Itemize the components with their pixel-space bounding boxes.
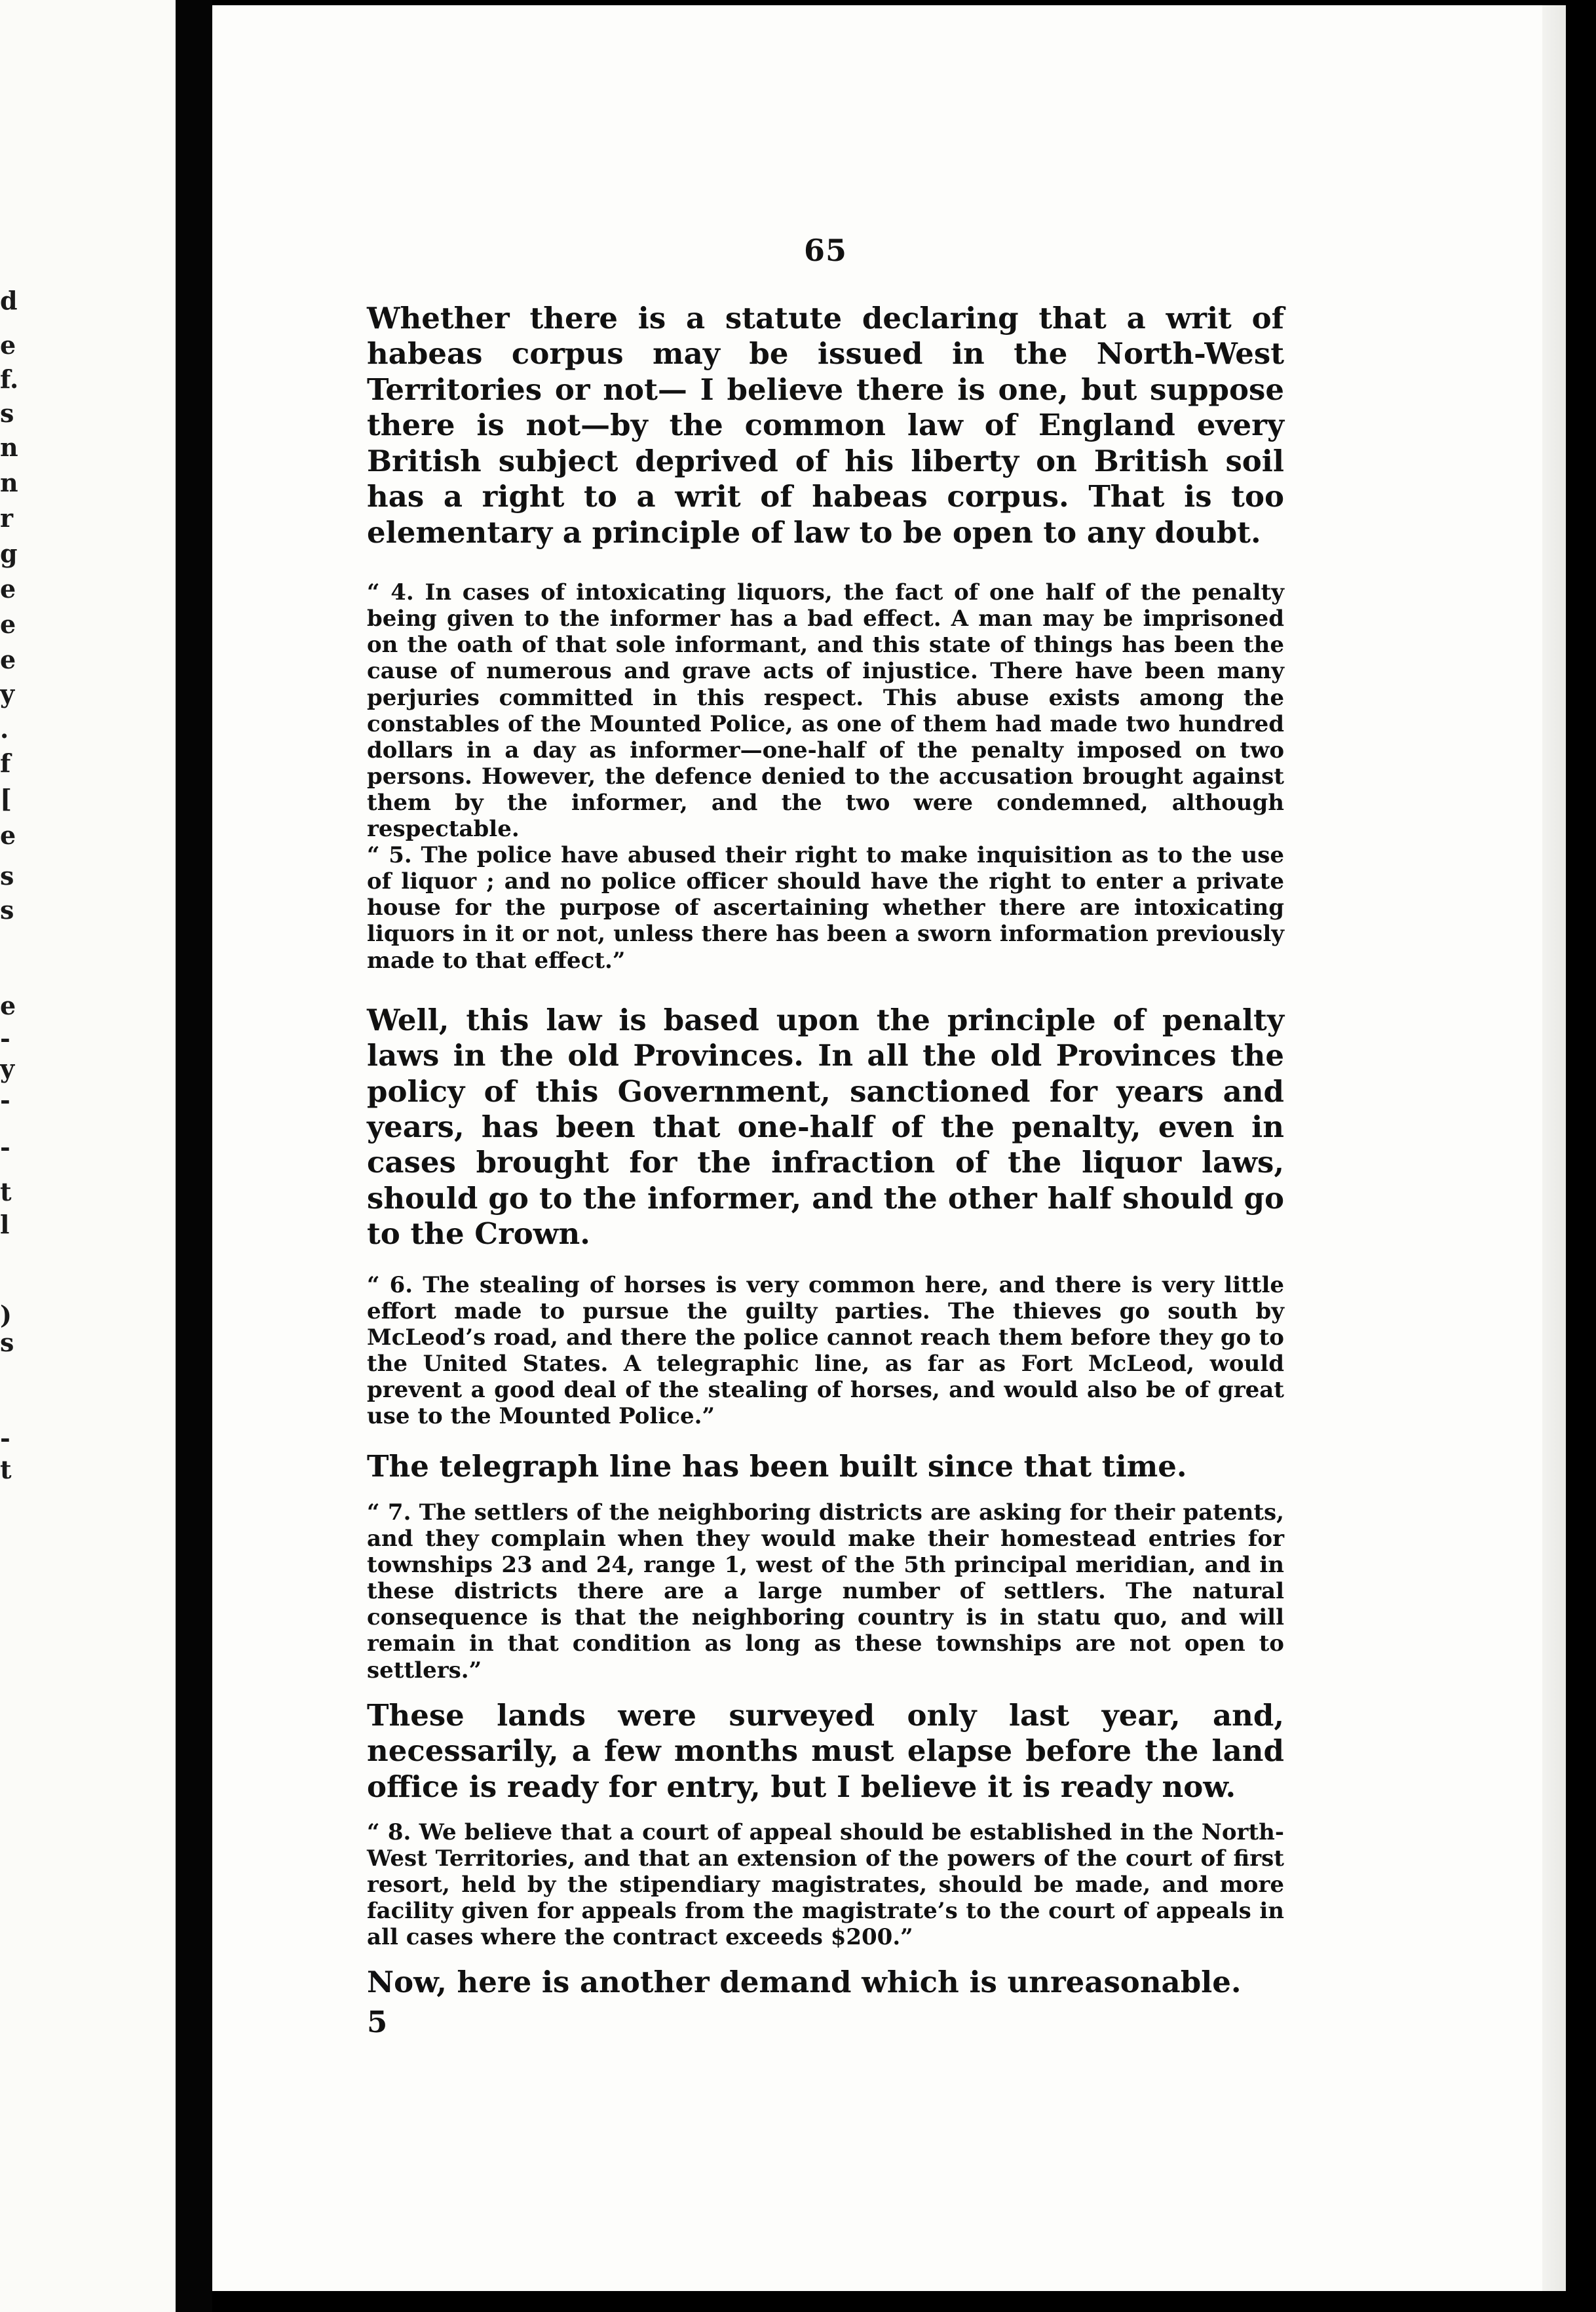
left-page-fragment: - bbox=[0, 1423, 10, 1453]
left-page-fragment: e bbox=[0, 609, 16, 639]
left-page-fragment: d bbox=[0, 286, 18, 315]
body-paragraph-telegraph: The telegraph line has been built since that time. bbox=[367, 1449, 1187, 1484]
left-page-fragment: g bbox=[0, 539, 18, 568]
left-page-fragment: e bbox=[0, 645, 16, 674]
left-page-fragment: t bbox=[0, 1177, 12, 1206]
body-paragraph-habeas-corpus: Whether there is a statute declaring that a writ of habeas corpus may be issued in the North-West Territories or not— I believe there is one, but suppose there is not—by the common law of England every British subject deprived of his liberty on British soil has a right to a writ of habeas corpus. That is too elementary a principle of law to be open to any doubt. bbox=[367, 301, 1284, 550]
left-page-fragment: ) bbox=[0, 1300, 12, 1330]
left-page-fragment: l bbox=[0, 1210, 10, 1239]
left-page-fragment: [ bbox=[0, 784, 12, 813]
left-page-fragment: . bbox=[0, 714, 9, 744]
signature-mark: 5 bbox=[367, 2004, 388, 2039]
quoted-petition-8: “ 8. We believe that a court of appeal should be established in the North-West Territories, and that an extension of the powers of the court of first resort, held by the stipendiary magistrates, should be made, and more facility given for appeals from the magistrate’s to the court of appeals in all cases where the contract exceeds $200.” bbox=[367, 1819, 1284, 1951]
left-page-fragment: s bbox=[0, 895, 14, 925]
left-page-fragment: - bbox=[0, 1085, 10, 1115]
quoted-petition-6: “ 6. The stealing of horses is very common here, and there is very little effort made to pursue the guilty parties. The thieves go south by McLeod’s road, and there the police cannot reach them before they go to the United States. A telegraphic line, as far as Fort McLeod, would prevent a good deal of the stealing of horses, and would also be of great use to the Mounted Police.” bbox=[367, 1271, 1284, 1430]
left-page-fragment: t bbox=[0, 1455, 12, 1484]
left-page-edge bbox=[0, 0, 176, 2312]
left-page-fragment: e bbox=[0, 820, 16, 850]
body-paragraph-unreasonable-demand: Now, here is another demand which is unreasonable. bbox=[367, 1965, 1242, 2000]
page-text bbox=[367, 233, 1284, 2039]
left-page-fragment: s bbox=[0, 398, 14, 428]
body-paragraph-surveyed-lands: These lands were surveyed only last year, and, necessarily, a few months must elapse before the land office is ready for entry, but I believe it is ready now. bbox=[367, 1697, 1284, 1804]
left-page-fragment: n bbox=[0, 468, 18, 497]
left-page-fragment: f. bbox=[0, 364, 19, 394]
left-page-fragment: s bbox=[0, 1328, 14, 1357]
quoted-petition-7: “ 7. The settlers of the neighboring districts are asking for their patents, and they complain when they would make their homestead entries for townships 23 and 24, range 1, west of the 5th principal meridian, and in these districts there are a large number of settlers. The natural consequence is that the neighboring country is in statu quo, and will remain in that condition as long as these townships are not open to settlers.” bbox=[367, 1499, 1284, 1684]
left-page-fragment: e bbox=[0, 574, 16, 604]
quoted-petition-5: “ 5. The police have abused their right to make inquisition as to the use of liquor ; and no police officer should have the right to enter a private house for the purpose of ascertaining whether there are intoxicating liquors in it or not, unless there has been a sworn information previously made to that effect.” bbox=[367, 842, 1284, 974]
left-page-fragment: e bbox=[0, 330, 16, 360]
left-page-fragment: n bbox=[0, 433, 18, 462]
body-paragraph-penalty-laws: Well, this law is based upon the principle of penalty laws in the old Provinces. In all the old Provinces the policy of this Government, sanctioned for years and years, has been that one-half of the penalty, even in cases brought for the infraction of the liquor laws, should go to the informer, and the other half should go to the Crown. bbox=[367, 1002, 1284, 1252]
book-gutter bbox=[176, 0, 212, 2312]
left-page-fragment: y bbox=[0, 679, 15, 708]
left-page-fragment: - bbox=[0, 1024, 10, 1053]
left-page-fragment: r bbox=[0, 503, 14, 533]
left-page-fragment: y bbox=[0, 1054, 15, 1083]
left-page-fragment: - bbox=[0, 1132, 10, 1162]
page-edge-shadow bbox=[1542, 5, 1566, 2291]
page-number: 65 bbox=[803, 233, 847, 268]
left-page-fragment: e bbox=[0, 991, 16, 1020]
quoted-petition-4: “ 4. In cases of intoxicating liquors, the fact of one half of the penalty being given to the informer has a bad effect. A man may be imprisoned on the oath of that sole informant, and this state of things has been the cause of numerous and grave acts of injustice. There have been many perjuries committed in this respect. This abuse exists among the constables of the Mounted Police, as one of them had made two hundred dollars in a day as informer—one-half of the penalty imposed on two persons. However, the defence denied to the accusation brought against them by the informer, and the two were condemned, although respectable. bbox=[367, 579, 1284, 843]
left-page-fragment: s bbox=[0, 861, 14, 891]
left-page-fragment: f bbox=[0, 748, 11, 778]
